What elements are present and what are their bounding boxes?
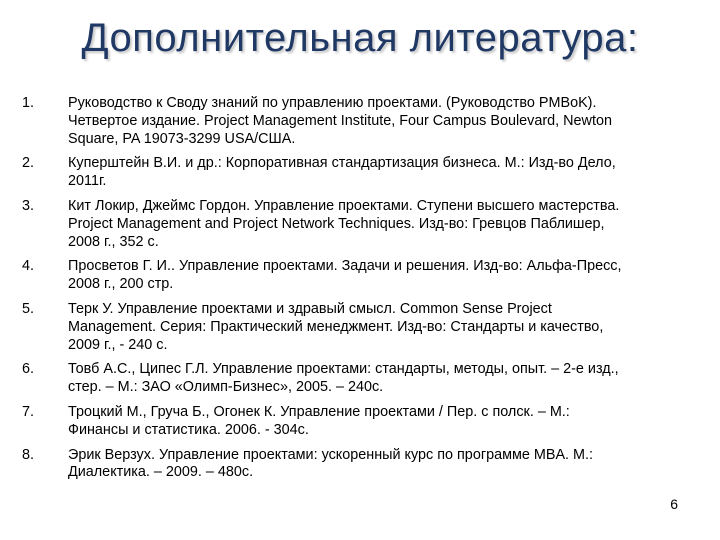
reference-line: Просветов Г. И.. Управление проектами. Задачи и решения. Изд-во: Альфа-Пресс, bbox=[68, 258, 622, 275]
reference-text bbox=[68, 258, 694, 294]
reference-item bbox=[22, 95, 694, 148]
reference-text bbox=[68, 361, 694, 397]
reference-line: 2009 г., ‑ 240 с. bbox=[68, 336, 168, 353]
page-number: 6 bbox=[670, 496, 678, 512]
reference-line: Четвертое издание. Project Management Institute, Four Campus Boulevard, Newton bbox=[68, 112, 612, 129]
reference-text bbox=[68, 447, 694, 483]
reference-item bbox=[22, 361, 694, 397]
reference-text bbox=[68, 301, 694, 354]
reference-line: Товб А.С., Ципес Г.Л. Управление проектами: стандарты, методы, опыт. – 2-е изд., bbox=[68, 361, 619, 378]
reference-line: Management. Серия: Практический менеджмент. Изд-во: Стандарты и качество, bbox=[68, 318, 604, 335]
slide-title: Дополнительная литература: bbox=[81, 16, 639, 60]
reference-item bbox=[22, 155, 694, 191]
reference-item bbox=[22, 198, 694, 251]
reference-line: Диалектика. – 2009. – 480с. bbox=[68, 464, 254, 481]
reference-line: 2011г. bbox=[68, 173, 107, 190]
reference-number: 7. bbox=[22, 403, 35, 420]
reference-line: Финансы и статистика. 2006. ‑ 304с. bbox=[68, 421, 309, 438]
reference-number: 5. bbox=[22, 300, 35, 317]
reference-line: Кит Локир, Джеймс Гордон. Управление проектами. Ступени высшего мастерства. bbox=[68, 197, 620, 214]
reference-item bbox=[22, 447, 694, 483]
reference-line: Троцкий М., Груча Б., Огонек К. Управление проектами / Пер. с полск. – М.: bbox=[68, 403, 570, 420]
reference-line: 2008 г., 200 стр. bbox=[68, 276, 174, 293]
references-list bbox=[22, 95, 694, 489]
reference-number: 3. bbox=[22, 197, 35, 214]
reference-item bbox=[22, 258, 694, 294]
reference-item bbox=[22, 301, 694, 354]
reference-number: 8. bbox=[22, 446, 35, 463]
reference-number: 2. bbox=[22, 155, 35, 172]
reference-text bbox=[68, 155, 694, 191]
reference-line: Куперштейн В.И. и др.: Корпоративная стандартизация бизнеса. М.: Изд-во Дело, bbox=[68, 155, 616, 172]
reference-text bbox=[68, 404, 694, 440]
reference-line: Square, PA 19073-3299 USA/США. bbox=[68, 130, 296, 147]
reference-line: 2008 г., 352 с. bbox=[68, 233, 159, 250]
reference-number: 6. bbox=[22, 361, 35, 378]
reference-item bbox=[22, 404, 694, 440]
reference-line: Project Management and Project Network Techniques. Изд-во: Гревцов Паблишер, bbox=[68, 215, 605, 232]
reference-text bbox=[68, 95, 694, 148]
reference-number: 1. bbox=[22, 95, 35, 111]
reference-text bbox=[68, 198, 694, 251]
reference-line: Терк У. Управление проектами и здравый смысл. Common Sense Project bbox=[68, 300, 552, 317]
reference-line: Руководство к Своду знаний по управлению проектами. (Руководство PMBoK). bbox=[68, 95, 597, 111]
reference-line: Эрик Верзух. Управление проектами: ускоренный курс по программе MBA. М.: bbox=[68, 446, 594, 463]
reference-number: 4. bbox=[22, 258, 35, 275]
reference-line: стер. – М.: ЗАО «Олимп-Бизнес», 2005. – 240с. bbox=[68, 379, 384, 396]
